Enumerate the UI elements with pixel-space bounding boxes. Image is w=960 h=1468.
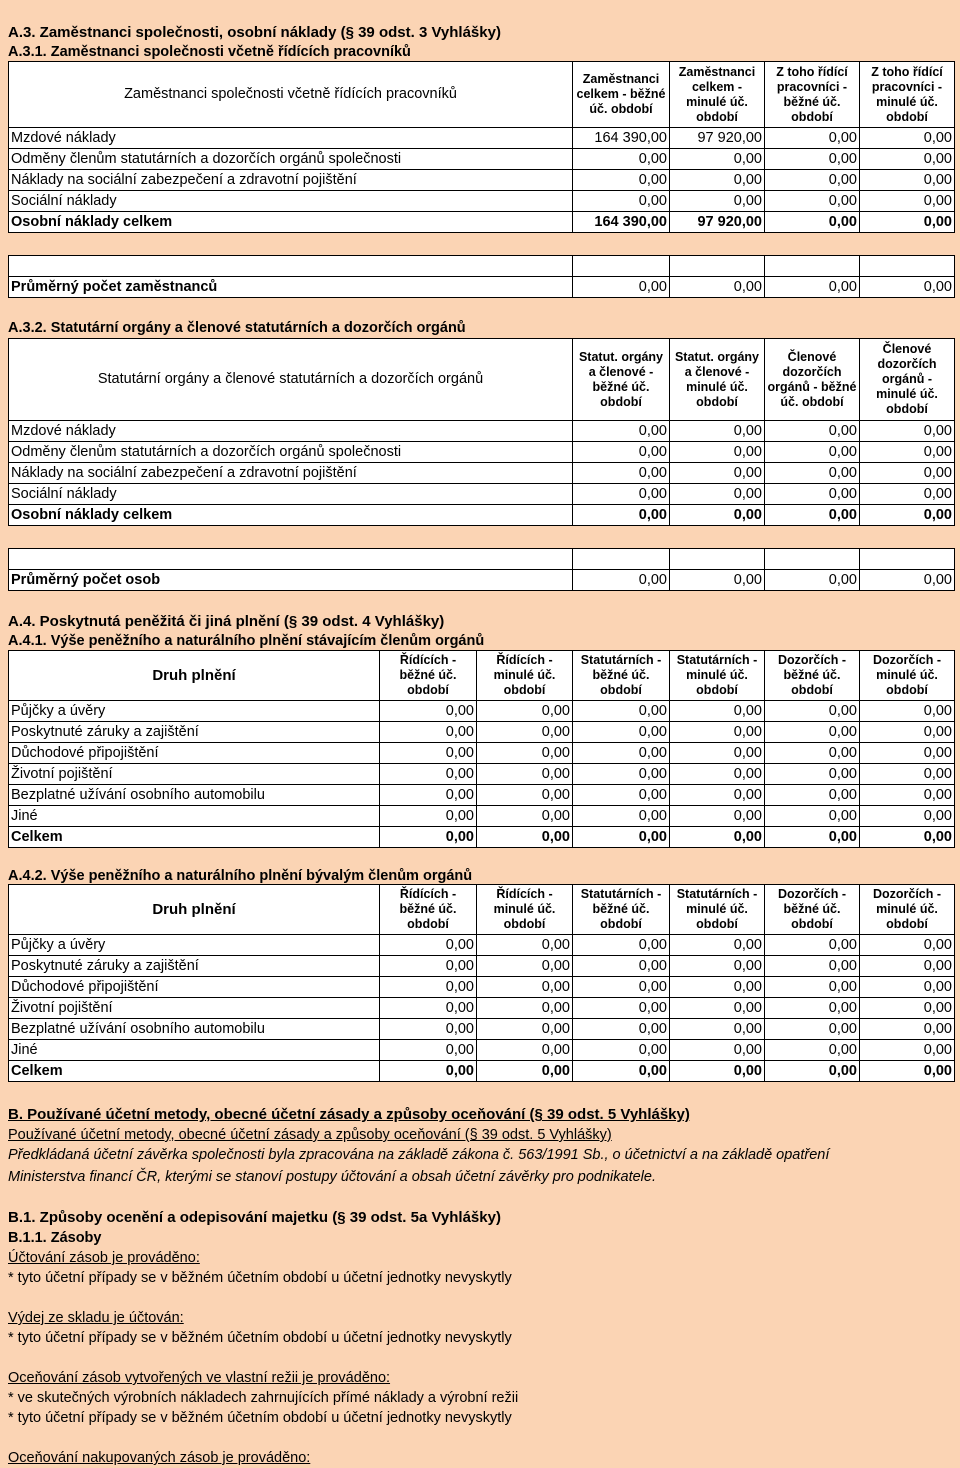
table-row [9,442,955,463]
cell-value: 0,00 [573,827,670,848]
cell-value: 0,00 [860,1061,955,1082]
cell-value: 0,00 [860,1040,955,1061]
cell-value: 0,00 [765,998,860,1019]
cell-value: 0,00 [860,785,955,806]
row-label: Mzdové náklady [9,421,573,442]
a32-table [8,338,955,526]
cell-value: 0,00 [477,935,573,956]
a42-header-3: Statutárních - minulé úč. období [670,885,765,935]
cell-value: 0,00 [765,1061,860,1082]
table-row [9,764,955,785]
cell-value: 0,00 [765,421,860,442]
table-row [9,1019,955,1040]
cell-value: 0,00 [670,570,765,591]
section-a32-title: A.3.2. Statutární orgány a členové statutárních a dozorčích orgánů [8,320,466,336]
cell-value: 0,00 [573,484,670,505]
row-label: Životní pojištění [9,998,380,1019]
cell-value: 0,00 [380,1019,477,1040]
section-b11-title: B.1.1. Zásoby [8,1230,102,1246]
cell-value: 0,00 [477,977,573,998]
cell-value: 0,00 [765,743,860,764]
b11-question-4: Oceňování nakupovaných zásob je prováděno: [8,1450,311,1466]
section-b-subtitle: Používané účetní metody, obecné účetní zásady a způsoby oceňování (§ 39 odst. 5 Vyhlášky) [8,1127,612,1143]
a41-header-1: Řídících - minulé úč. období [477,651,573,701]
cell-value: 0,00 [380,935,477,956]
row-label: Náklady na sociální zabezpečení a zdravotní pojištění [9,463,573,484]
cell-value: 0,00 [670,764,765,785]
cell-value: 0,00 [670,505,765,526]
cell-value: 0,00 [765,170,860,191]
table-row [9,191,955,212]
cell-value: 0,00 [477,722,573,743]
a32-body [9,421,955,526]
row-label: Bezplatné užívání osobního automobilu [9,1019,380,1040]
b11-question-3: Oceňování zásob vytvořených ve vlastní režii je prováděno: [8,1370,391,1386]
table-row [9,998,955,1019]
row-label: Důchodové připojištění [9,977,380,998]
cell-value: 0,00 [573,1019,670,1040]
cell-value: 0,00 [765,827,860,848]
cell-value: 0,00 [573,722,670,743]
a41-header-2: Statutárních - běžné úč. období [573,651,670,701]
table-row [9,701,955,722]
row-label: Půjčky a úvěry [9,935,380,956]
cell-value: 0,00 [765,463,860,484]
table-row [9,785,955,806]
row-label: Průměrný počet zaměstnanců [9,277,573,298]
a42-header-1: Řídících - minulé úč. období [477,885,573,935]
a31-header-1: Zaměstnanci celkem - minulé úč. období [670,62,765,128]
cell-value: 0,00 [670,956,765,977]
row-label: Jiné [9,806,380,827]
cell-value: 0,00 [860,701,955,722]
cell-value: 0,00 [573,149,670,170]
a32-header-1: Statut. orgány a členové - minulé úč. období [670,339,765,421]
cell-value: 0,00 [477,998,573,1019]
a31-avg-table [8,255,955,298]
cell-value: 0,00 [670,806,765,827]
cell-value: 0,00 [573,977,670,998]
cell-value: 0,00 [573,191,670,212]
cell-value: 0,00 [573,785,670,806]
cell-value: 0,00 [670,149,765,170]
cell-value: 0,00 [765,977,860,998]
row-label: Průměrný počet osob [9,570,573,591]
cell-value: 0,00 [860,764,955,785]
cell-value: 0,00 [670,484,765,505]
cell-value: 0,00 [765,1040,860,1061]
row-label: Mzdové náklady [9,128,573,149]
a41-header-4: Dozorčích - běžné úč. období [765,651,860,701]
cell-value: 0,00 [860,149,955,170]
section-a3-title: A.3. Zaměstnanci společnosti, osobní náklady (§ 39 odst. 3 Vyhlášky) [8,24,501,41]
a32-header-2: Členové dozorčích orgánů - běžné úč. období [765,339,860,421]
cell-value: 0,00 [380,827,477,848]
cell-value: 0,00 [860,806,955,827]
cell-value: 0,00 [860,977,955,998]
section-b1-title: B.1. Způsoby ocenění a odepisování majetku (§ 39 odst. 5a Vyhlášky) [8,1209,501,1226]
cell-value: 0,00 [860,998,955,1019]
a31-body [9,128,955,233]
cell-value: 0,00 [765,484,860,505]
row-label: Sociální náklady [9,191,573,212]
cell-value: 0,00 [670,442,765,463]
cell-value: 0,00 [670,785,765,806]
cell-value: 0,00 [765,722,860,743]
b11-answer-1: * tyto účetní případy se v běžném účetním období u účetní jednotky nevyskytly [8,1270,512,1286]
section-b-text-1: Předkládaná účetní závěrka společnosti byla zpracována na základě zákona č. 563/1991 Sb., o účetnictví a na základě opatření [8,1147,830,1163]
cell-value: 0,00 [765,149,860,170]
cell-value: 0,00 [860,956,955,977]
table-row [9,935,955,956]
row-label: Odměny členům statutárních a dozorčích orgánů společnosti [9,149,573,170]
cell-value: 0,00 [477,701,573,722]
cell-value: 0,00 [765,212,860,233]
cell-value: 0,00 [860,212,955,233]
cell-value: 0,00 [573,764,670,785]
table-row [9,722,955,743]
cell-value: 0,00 [380,977,477,998]
cell-value: 0,00 [860,442,955,463]
a42-corner: Druh plnění [9,885,380,935]
a31-header-3: Z toho řídící pracovníci - minulé úč. období [860,62,955,128]
cell-value: 0,00 [765,764,860,785]
section-b-title: B. Používané účetní metody, obecné účetní zásady a způsoby oceňování (§ 39 odst. 5 Vyhlášky) [8,1106,690,1123]
cell-value: 0,00 [477,1061,573,1082]
cell-value: 0,00 [477,743,573,764]
cell-value: 0,00 [380,743,477,764]
cell-value: 0,00 [670,935,765,956]
a42-header-5: Dozorčích - minulé úč. období [860,885,955,935]
cell-value: 0,00 [860,463,955,484]
cell-value: 0,00 [670,191,765,212]
a31-header-0: Zaměstnanci celkem - běžné úč. období [573,62,670,128]
cell-value: 0,00 [670,701,765,722]
cell-value: 0,00 [765,701,860,722]
table-row [9,170,955,191]
cell-value: 0,00 [477,827,573,848]
cell-value: 0,00 [860,191,955,212]
a41-header-3: Statutárních - minulé úč. období [670,651,765,701]
a41-table [8,650,955,848]
table-row [9,128,955,149]
section-b-text-2: Ministerstva financí ČR, kterými se stanoví postupy účtování a obsah účetní závěrky pro podnikatele. [8,1169,656,1185]
section-a4-title: A.4. Poskytnutá peněžitá či jiná plnění (§ 39 odst. 4 Vyhlášky) [8,613,445,630]
cell-value: 0,00 [670,1019,765,1040]
cell-value: 0,00 [573,277,670,298]
cell-value: 0,00 [670,743,765,764]
row-label: Poskytnuté záruky a zajištění [9,956,380,977]
a32-header-0: Statut. orgány a členové - běžné úč. období [573,339,670,421]
cell-value: 164 390,00 [573,212,670,233]
cell-value: 0,00 [573,170,670,191]
cell-value: 0,00 [860,743,955,764]
table-row [9,806,955,827]
cell-value: 0,00 [477,785,573,806]
row-label: Osobní náklady celkem [9,505,573,526]
cell-value: 0,00 [765,806,860,827]
cell-value: 0,00 [765,128,860,149]
row-label: Sociální náklady [9,484,573,505]
cell-value: 0,00 [860,484,955,505]
cell-value: 0,00 [477,1019,573,1040]
cell-value: 0,00 [380,701,477,722]
table-row [9,277,955,298]
table-row [9,421,955,442]
a42-body [9,935,955,1082]
cell-value: 0,00 [765,277,860,298]
row-label: Životní pojištění [9,764,380,785]
cell-value: 97 920,00 [670,212,765,233]
row-label: Odměny členům statutárních a dozorčích orgánů společnosti [9,442,573,463]
cell-value: 0,00 [860,277,955,298]
cell-value: 0,00 [380,764,477,785]
row-label: Celkem [9,827,380,848]
cell-value: 0,00 [380,722,477,743]
table-row [9,149,955,170]
cell-value: 0,00 [477,806,573,827]
table-row [9,977,955,998]
cell-value: 0,00 [860,170,955,191]
cell-value: 0,00 [860,722,955,743]
cell-value: 97 920,00 [670,128,765,149]
cell-value: 0,00 [670,463,765,484]
cell-value: 0,00 [477,764,573,785]
cell-value: 0,00 [573,505,670,526]
a42-header-2: Statutárních - běžné úč. období [573,885,670,935]
cell-value: 0,00 [477,1040,573,1061]
b11-question-2: Výdej ze skladu je účtován: [8,1310,184,1326]
cell-value: 0,00 [670,722,765,743]
cell-value: 0,00 [573,935,670,956]
table-row [9,212,955,233]
b11-answer-3b: * tyto účetní případy se v běžném účetním období u účetní jednotky nevyskytly [8,1410,512,1426]
cell-value: 0,00 [765,1019,860,1040]
cell-value: 0,00 [573,743,670,764]
cell-value: 0,00 [573,701,670,722]
cell-value: 0,00 [573,570,670,591]
cell-value: 0,00 [670,827,765,848]
row-label: Poskytnuté záruky a zajištění [9,722,380,743]
a31-header-2: Z toho řídící pracovníci - běžné úč. období [765,62,860,128]
row-label: Osobní náklady celkem [9,212,573,233]
table-row [9,1040,955,1061]
table-row [9,827,955,848]
cell-value: 0,00 [860,505,955,526]
cell-value: 0,00 [573,421,670,442]
cell-value: 0,00 [765,505,860,526]
a42-table [8,884,955,1082]
a41-body [9,701,955,848]
table-row [9,505,955,526]
cell-value: 0,00 [573,956,670,977]
b11-answer-2: * tyto účetní případy se v běžném účetním období u účetní jednotky nevyskytly [8,1330,512,1346]
table-row [9,956,955,977]
a32-avg-table [8,548,955,591]
a42-header-4: Dozorčích - běžné úč. období [765,885,860,935]
cell-value: 0,00 [860,570,955,591]
cell-value: 0,00 [670,1061,765,1082]
b11-answer-3a: * ve skutečných výrobních nákladech zahrnujících přímé náklady a výrobní režii [8,1390,519,1406]
notes-page [8,0,954,1468]
section-a42-title: A.4.2. Výše peněžního a naturálního plnění bývalým členům orgánů [8,868,473,884]
row-label: Celkem [9,1061,380,1082]
cell-value: 0,00 [860,421,955,442]
a32-header-3: Členové dozorčích orgánů - minulé úč. období [860,339,955,421]
cell-value: 0,00 [765,785,860,806]
cell-value: 0,00 [765,442,860,463]
a41-header-0: Řídících - běžné úč. období [380,651,477,701]
cell-value: 0,00 [765,956,860,977]
cell-value: 0,00 [380,1040,477,1061]
cell-value: 0,00 [380,998,477,1019]
cell-value: 0,00 [860,935,955,956]
a32-corner: Statutární orgány a členové statutárních a dozorčích orgánů [9,339,573,421]
cell-value: 0,00 [860,1019,955,1040]
table-row [9,484,955,505]
cell-value: 0,00 [670,998,765,1019]
cell-value: 0,00 [380,806,477,827]
cell-value: 0,00 [380,1061,477,1082]
table-row [9,570,955,591]
row-label: Jiné [9,1040,380,1061]
cell-value: 0,00 [573,442,670,463]
table-row [9,1061,955,1082]
cell-value: 0,00 [860,827,955,848]
table-row [9,463,955,484]
cell-value: 0,00 [380,785,477,806]
row-label: Bezplatné užívání osobního automobilu [9,785,380,806]
cell-value: 0,00 [765,191,860,212]
cell-value: 0,00 [573,1040,670,1061]
table-row [9,743,955,764]
cell-value: 0,00 [670,277,765,298]
cell-value: 0,00 [670,1040,765,1061]
a31-corner: Zaměstnanci společnosti včetně řídících pracovníků [9,62,573,128]
cell-value: 0,00 [573,1061,670,1082]
cell-value: 0,00 [860,128,955,149]
cell-value: 0,00 [380,956,477,977]
a31-table [8,61,955,233]
row-label: Náklady na sociální zabezpečení a zdravotní pojištění [9,170,573,191]
cell-value: 164 390,00 [573,128,670,149]
cell-value: 0,00 [670,977,765,998]
cell-value: 0,00 [670,170,765,191]
cell-value: 0,00 [573,463,670,484]
a41-header-5: Dozorčích - minulé úč. období [860,651,955,701]
cell-value: 0,00 [573,806,670,827]
section-a31-title: A.3.1. Zaměstnanci společnosti včetně řídících pracovníků [8,44,411,60]
a42-header-0: Řídících - běžné úč. období [380,885,477,935]
cell-value: 0,00 [477,956,573,977]
section-a41-title: A.4.1. Výše peněžního a naturálního plnění stávajícím členům orgánů [8,633,485,649]
b11-question-1: Účtování zásob je prováděno: [8,1250,200,1266]
row-label: Důchodové připojištění [9,743,380,764]
cell-value: 0,00 [573,998,670,1019]
cell-value: 0,00 [670,421,765,442]
cell-value: 0,00 [765,935,860,956]
a41-corner: Druh plnění [9,651,380,701]
cell-value: 0,00 [765,570,860,591]
row-label: Půjčky a úvěry [9,701,380,722]
